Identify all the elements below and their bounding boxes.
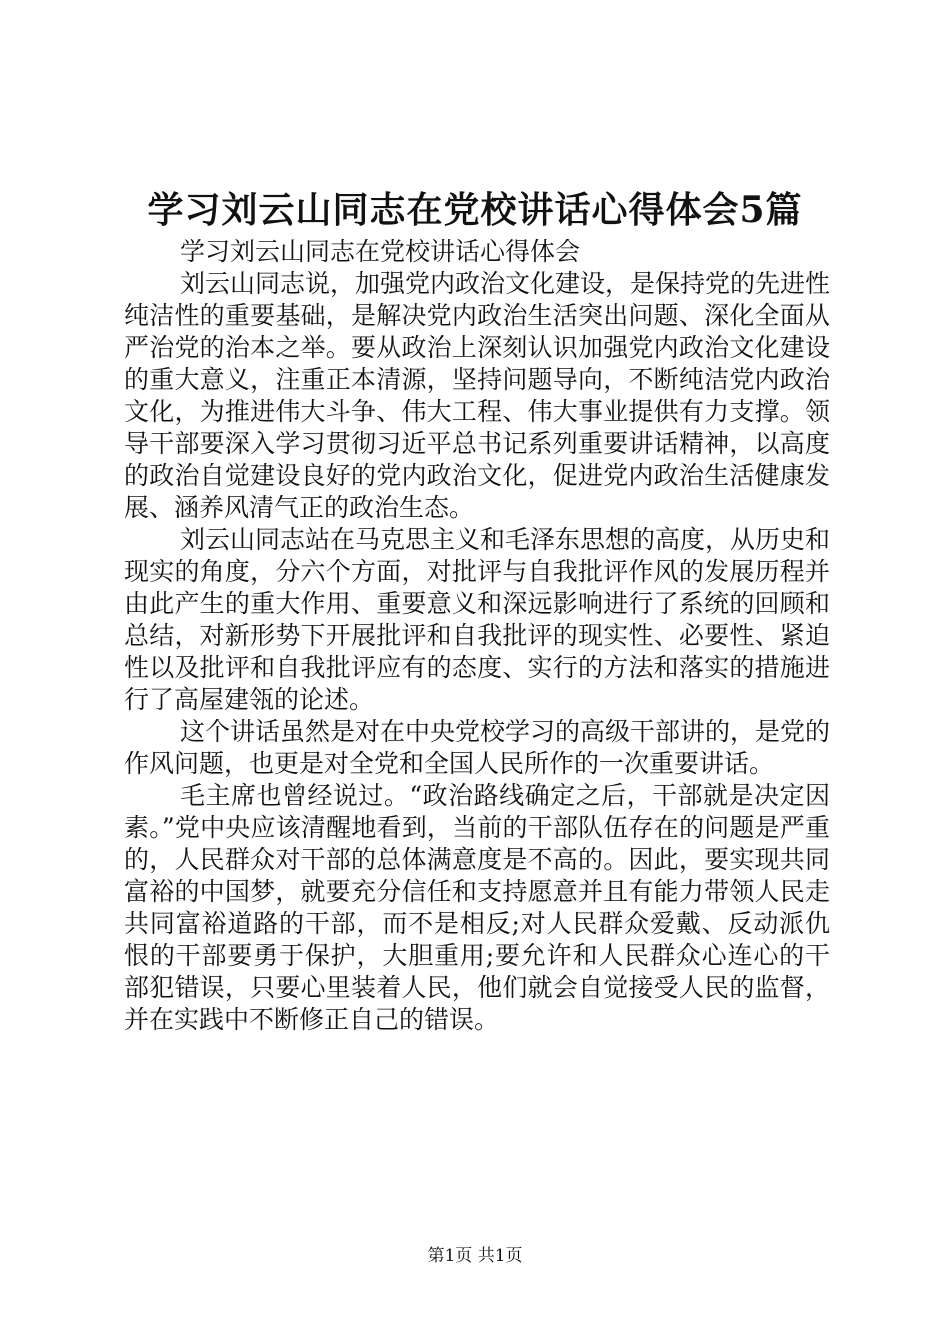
paragraph-1: 刘云山同志说，加强党内政治文化建设，是保持党的先进性纯洁性的重要基础，是解决党内政治生活突出问题、深化全面从严治党的治本之举。要从政治上深刻认识加强党内政治文化建设的重大意义，注重正本清源，坚持问题导向，不断纯洁党内政治文化，为推进伟大斗争、伟大工程、伟大事业提供有力支撑。领导干部要深入学习贯彻习近平总书记系列重要讲话精神，以高度的政治自觉建设良好的党内政治文化，促进党内政治生活健康发展、涵养风清气正的政治生态。 bbox=[124, 269, 831, 522]
document-body bbox=[124, 236, 830, 1036]
document-subtitle: 学习刘云山同志在党校讲话心得体会 bbox=[180, 237, 581, 266]
paragraph-3: 这个讲话虽然是对在中央党校学习的高级干部讲的，是党的作风问题，也更是对全党和全国人民所作的一次重要讲话。 bbox=[124, 717, 831, 778]
document-title: 学习刘云山同志在党校讲话心得体会5篇 bbox=[147, 189, 803, 231]
page-number-footer: 第1页 共1页 bbox=[427, 1246, 523, 1266]
paragraph-2: 刘云山同志站在马克思主义和毛泽东思想的高度，从历史和现实的角度，分六个方面，对批评与自我批评作风的发展历程并由此产生的重大作用、重要意义和深远影响进行了系统的回顾和总结，对新形势下开展批评和自我批评的现实性、必要性、紧迫性以及批评和自我批评应有的态度、实行的方法和落实的措施进行了高屋建瓴的论述。 bbox=[124, 525, 831, 714]
paragraph-4: 毛主席也曾经说过。“政治路线确定之后，干部就是决定因素。”党中央应该清醒地看到，当前的干部队伍存在的问题是严重的，人民群众对干部的总体满意度是不高的。因此，要实现共同富裕的中国梦，就要充分信任和支持愿意并且有能力带领人民走共同富裕道路的干部，而不是相反;对人民群众爱戴、反动派仇恨的干部要勇于保护，大胆重用;要允许和人民群众心连心的干部犯错误，只要心里装着人民，他们就会自觉接受人民的监督，并在实践中不断修正自己的错误。 bbox=[124, 781, 830, 1034]
